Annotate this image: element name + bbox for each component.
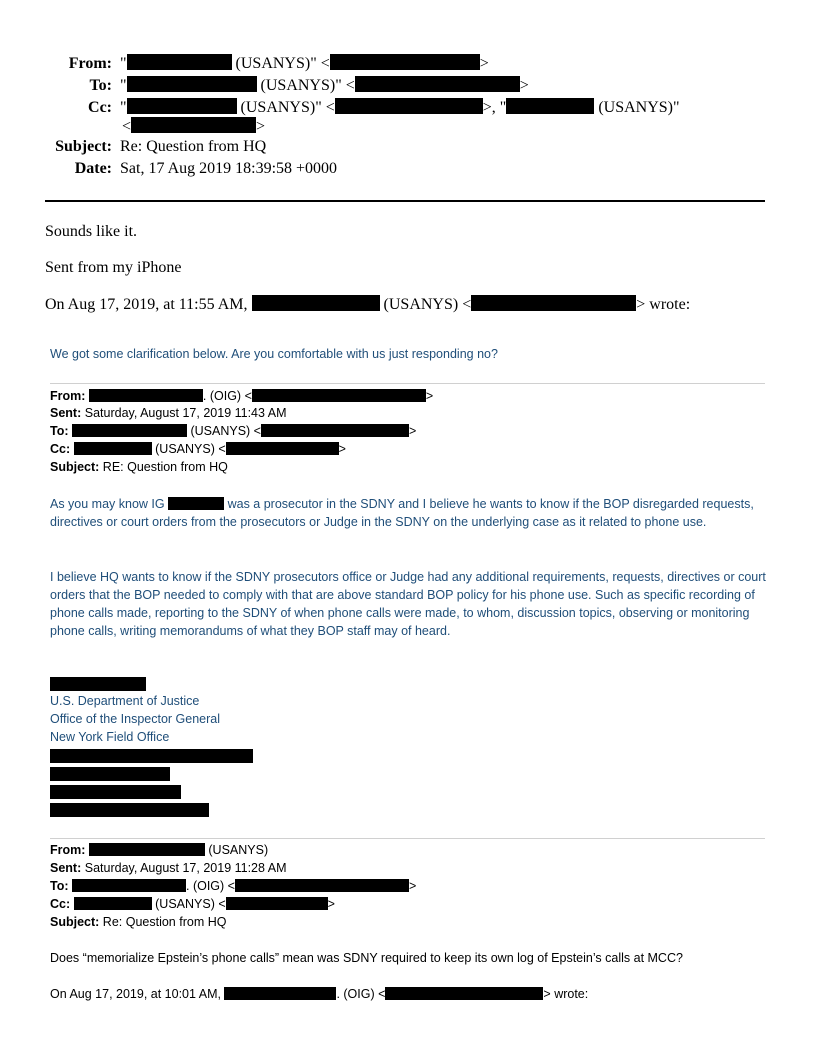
msg3-divider [50,838,765,839]
wrote-prefix: On Aug 17, 2019, at 11:55 AM, [45,296,248,314]
msg2-para1-end: was a prosecutor in the SDNY and I believe he wants to know if the BOP disregarded requests, directives or court orders from the prosecutors or Judge in the SDNY on the underlying case as it related to phone use. [50,497,754,529]
redaction [252,389,426,402]
msg2-cc-value: (USANYS) < [155,442,226,456]
body-line-2: Sent from my iPhone [45,259,182,276]
signature-redaction [50,785,181,799]
msg3-wrote-line [50,987,588,1001]
msg3-wrote-suffix: > wrote: [543,987,589,1001]
msg2-sent-value: Saturday, August 17, 2019 11:43 AM [84,406,287,420]
msg2-cc-label: Cc: [50,442,71,456]
msg3-to-label: To: [50,879,69,893]
msg3-cc-row: Cc: (USANYS) < > [50,897,335,911]
body-line-1: Sounds like it. [45,223,138,240]
signature-redaction [50,803,209,817]
msg2-cc-row: Cc: (USANYS) < > [50,442,346,456]
msg1-text: We got some clarification below. Are you comfortable with us just responding no? [50,347,498,361]
redaction [74,442,152,455]
msg2-sent-row [50,406,287,420]
msg2-paragraph-1 [50,495,770,531]
redaction [226,442,339,455]
redaction [131,117,256,133]
msg3-question: Does “memorialize Epstein’s phone calls” mean was SDNY required to keep its own log of Epstein’s calls at MCC? [50,951,683,965]
redaction [89,389,203,402]
header-subject-row [0,138,266,156]
subject-label: Subject: [55,138,112,155]
redaction [261,424,409,437]
msg3-from-label: From: [50,843,86,857]
from-value: (USANYS)" < [235,55,330,73]
redaction [355,76,520,92]
msg3-cc-label: Cc: [50,897,71,911]
cc-label: Cc: [88,99,112,117]
msg2-sent-label: Sent: [50,406,82,420]
body-wrote-line [45,295,690,314]
redaction [226,897,328,910]
signature-line-3: New York Field Office [50,730,170,744]
msg2-subject-value: RE: Question from HQ [102,460,228,474]
wrote-suffix: > wrote: [636,296,691,314]
msg3-subject-value: Re: Question from HQ [102,915,227,929]
msg3-wrote-mid: . (OIG) < [336,987,386,1001]
msg2-para1-start: As you may know IG [50,497,165,511]
subject-value: Re: Question from HQ [120,138,267,155]
redaction [127,76,257,92]
msg2-subject-label: Subject: [50,460,100,474]
redaction [224,987,336,1000]
msg3-sent-value: Saturday, August 17, 2019 11:28 AM [84,861,287,875]
header-from-row: From: " (USANYS)" < > [0,54,489,73]
msg2-subject-row [50,460,228,474]
msg2-from-label: From: [50,389,86,403]
signature-redaction [50,767,170,781]
redaction [72,879,186,892]
signature-line-1: U.S. Department of Justice [50,694,200,708]
header-divider [45,200,765,202]
msg3-wrote-prefix: On Aug 17, 2019, at 10:01 AM, [50,987,221,1001]
redaction [127,98,237,114]
msg2-from-row: From: . (OIG) < > [50,389,434,403]
msg3-subject-label: Subject: [50,915,100,929]
redaction [127,54,232,70]
msg3-from-value: (USANYS) [208,843,269,857]
redaction [385,987,543,1000]
redaction [471,295,636,311]
msg3-subject-row [50,915,226,929]
header-to-row: To: " (USANYS)" < > [0,76,529,95]
header-cc-row: Cc: " (USANYS)" < >, " (USANYS)" [0,98,680,117]
msg2-from-value: . (OIG) < [202,389,252,403]
date-value: Sat, 17 Aug 2019 18:39:58 +0000 [120,160,338,177]
redaction [252,295,380,311]
date-label: Date: [74,160,112,177]
msg3-from-row [50,843,268,857]
msg3-to-value: . (OIG) < [186,879,235,893]
redaction [74,897,152,910]
msg2-to-value: (USANYS) < [190,424,261,438]
msg2-divider [50,383,765,384]
header-cc-row-cont: < > [122,118,266,136]
msg2-to-label: To: [50,424,69,438]
signature-name-redaction [50,677,146,691]
cc-value-2: (USANYS)" [598,99,680,117]
redaction [89,843,205,856]
msg2-paragraph-2: I believe HQ wants to know if the SDNY prosecutors office or Judge had any additional requirements, requests, directives or court orders that the BOP needed to comply with that are above standard BOP policy for his phone use. Such as specific recording of phone calls made, reporting to the SDNY of when phone calls were made, to whom, discussion topics, observing or monitoring phone calls, writing memorandums of what they BOP staff may of heard. [50,570,766,638]
to-label: To: [89,77,112,95]
cc-value: (USANYS)" < [240,99,335,117]
signature-line-2: Office of the Inspector General [50,712,221,726]
msg3-to-row: To: . (OIG) < > [50,879,417,893]
msg2-to-row: To: (USANYS) < > [50,424,417,438]
msg3-sent-row [50,861,287,875]
signature-redaction [50,749,253,763]
to-value: (USANYS)" < [260,77,355,95]
redaction [335,98,483,114]
header-date-row [0,160,337,178]
redaction [235,879,409,892]
wrote-mid: (USANYS) < [383,296,472,314]
redaction [330,54,480,70]
redaction [72,424,187,437]
redaction [506,98,594,114]
redaction [168,497,224,510]
msg3-sent-label: Sent: [50,861,82,875]
from-label: From: [68,55,112,73]
msg3-cc-value: (USANYS) < [155,897,226,911]
